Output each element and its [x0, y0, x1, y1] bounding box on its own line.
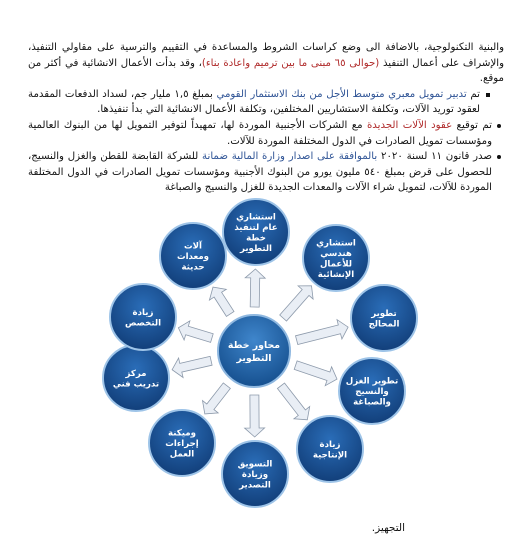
diagram-node — [103, 345, 169, 411]
intro-highlight: (حوالى ٦٥ مبنى ما بين ترميم واعادة بناء) — [201, 57, 380, 69]
arrow-right-icon — [294, 361, 337, 386]
bullet-text: مع الشركات الأجنبية الموردة لها، تمهيداً لتوفير التمويل لها من البنوك العالمية ومؤسسات تمويل الصادرات في الدول المختلفة الموردة للآلات. — [28, 119, 492, 147]
node-label: والصباغة — [353, 397, 391, 408]
bullet-text: صدر قانون ١١ لسنة ٢٠٢٠ — [377, 151, 492, 163]
center-label-line-2: التطوير — [236, 353, 272, 364]
node-label: الإنتاجية — [312, 450, 348, 461]
diagram-node — [351, 285, 417, 351]
arrow-right-icon — [172, 356, 212, 377]
node-label: استشاري — [236, 212, 276, 223]
arrow-right-icon — [203, 383, 231, 414]
center-node — [218, 315, 290, 387]
diagram-node — [110, 284, 176, 350]
node-label: زيادة — [319, 439, 341, 450]
bullet-highlight: عقود الآلات الجديدة — [366, 119, 453, 131]
footer-text: التجهيز. — [371, 522, 405, 534]
node-label: تطوير — [371, 308, 397, 319]
node-label: وميكنة — [168, 428, 196, 439]
node-label: زيادة — [132, 307, 154, 318]
node-label: ومعدات — [176, 252, 210, 262]
bullet-highlight: تدبير تمويل معبري متوسط الأجل من بنك الاستثمار القومي — [216, 88, 467, 100]
bullet-highlight: بالموافقة على اصدار وزارة المالية ضمانة — [202, 151, 378, 163]
diagram-node — [339, 358, 405, 424]
arrow-right-icon — [280, 286, 313, 321]
node-label: خطة — [246, 233, 266, 244]
node-label: تدريب فني — [112, 379, 160, 390]
bullet-text: تم — [466, 88, 480, 100]
arrow-right-icon — [245, 395, 265, 437]
node-label: إجراءات — [165, 439, 199, 449]
intro-end-text: ، وقد بدأت الأعمال الانشائية في أكثر من موقع. — [28, 57, 504, 85]
node-label: عام لتنفيذ — [234, 222, 278, 233]
node-label: تطوير الغزل — [345, 376, 399, 387]
center-circle — [218, 315, 290, 387]
node-label: العمل — [169, 449, 195, 460]
bullet-text: للشركة القابضة للقطن والغزل والنسيج، للحصول على قرض بمبلغ ٥٤٠ مليون يورو من البنوك الأجنبية ومؤسسات تمويل الصادرات في الدول المختلفة الموردة للآلات، لتمويل شراء الآلات والمعدات الجديدة للغزل والنسيج والصباغة — [28, 151, 492, 194]
node-label: التخصص — [124, 318, 162, 329]
diagram-node — [297, 416, 363, 482]
diagram-node — [160, 223, 226, 289]
node-label: التطوير — [239, 243, 273, 254]
node-label: مركز — [125, 368, 147, 379]
arrow-right-icon — [296, 320, 349, 345]
node-label: هندسي — [320, 248, 352, 259]
node-label: حديثة — [181, 262, 205, 273]
diagram-node — [149, 410, 215, 476]
node-label: آلات — [184, 241, 202, 252]
diagram-node — [222, 441, 288, 507]
node-label: وزيادة — [241, 470, 269, 480]
bullet-text: بمبلغ ١,٥ مليار جم، لسداد الدفعات المقدمة لعقود توريد الآلات، وتكلفة الاستشاريين المختلفين، وتكلفة الأعمال الانشائية التي بدأ تنفيذها. — [28, 88, 480, 116]
node-label: للأعمال — [319, 259, 353, 270]
node-label: استشاري — [316, 238, 356, 249]
arrow-right-icon — [277, 383, 309, 420]
diagram-node — [223, 199, 289, 265]
arrow-right-icon — [209, 287, 234, 316]
intro-text: والبنية التكنولوجية، بالاضافة الى وضع كراسات الشروط والمساعدة في التقييم والترسية على مقاولي التنفيذ، والإشراف على أعمال التنفيذ — [28, 42, 505, 69]
diagram-node — [303, 225, 369, 291]
node-label: التصدير — [239, 480, 271, 491]
arrow-right-icon — [245, 269, 265, 307]
arrow-right-icon — [178, 321, 213, 343]
bullet-text: تم توقيع — [452, 119, 492, 131]
node-label: المحالج — [368, 319, 400, 330]
node-label: والنسيج — [355, 387, 389, 397]
node-label: التسويق — [237, 459, 273, 470]
node-label: الإنشائية — [317, 269, 355, 280]
center-label-line-1: محاور خطة — [227, 340, 281, 351]
